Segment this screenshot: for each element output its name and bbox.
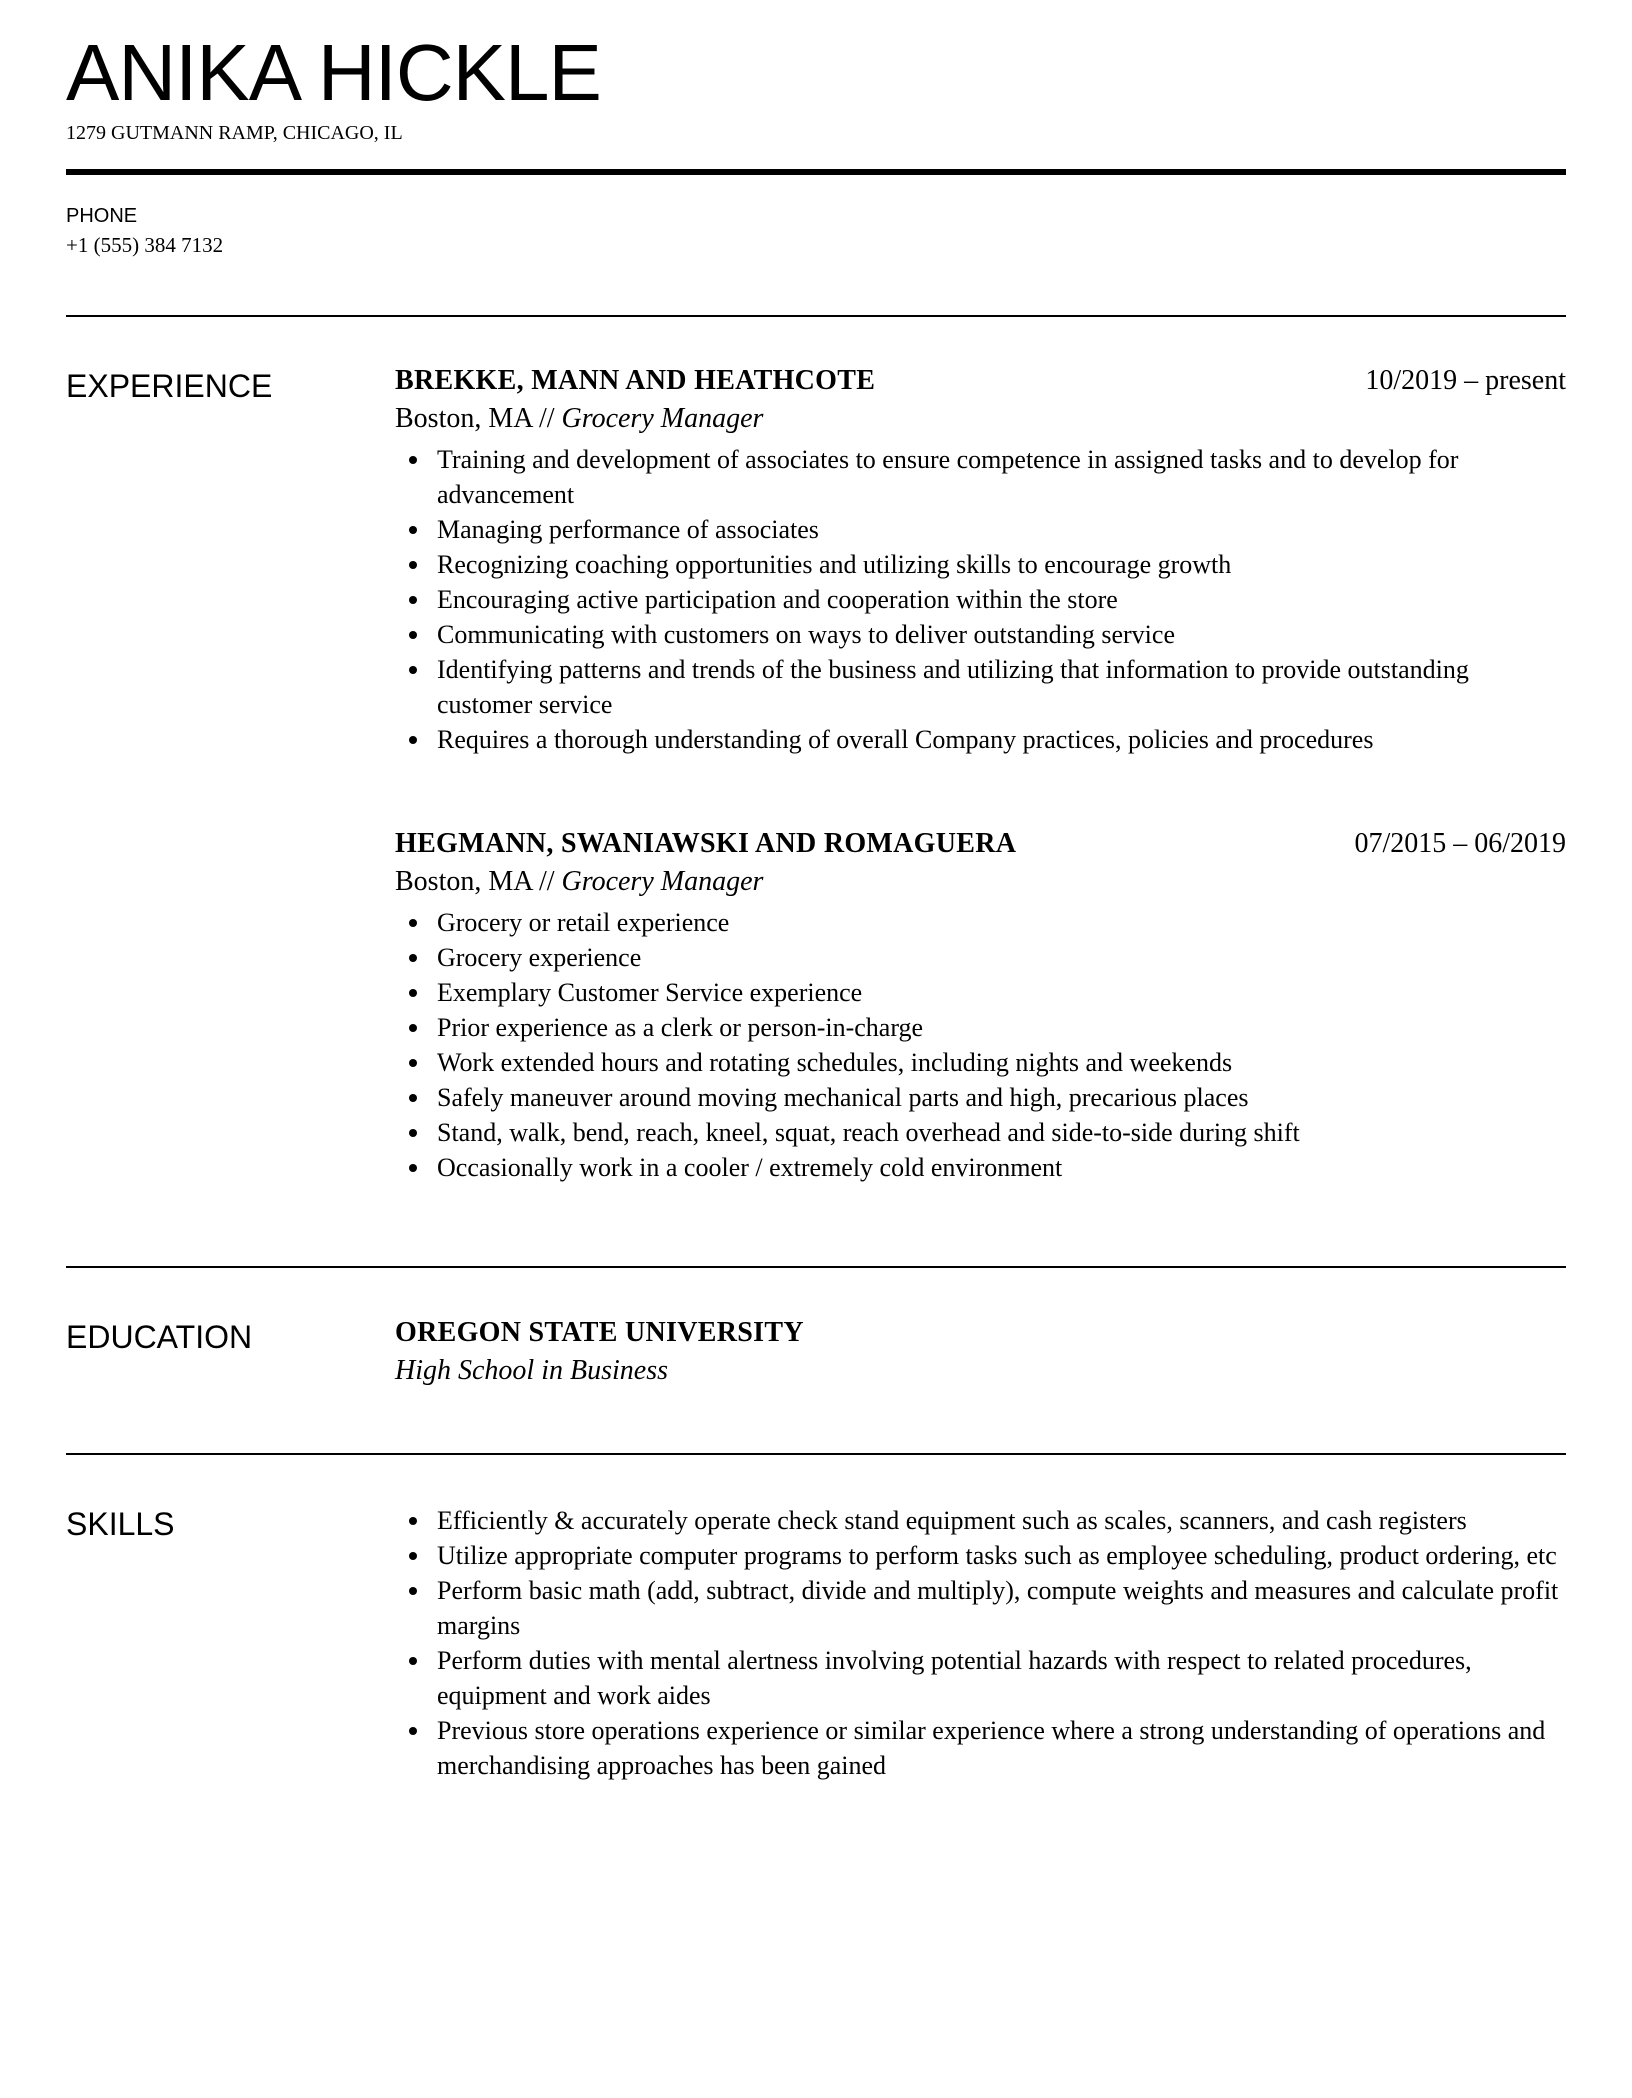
list-item-text: Stand, walk, bend, reach, kneel, squat, reach overhead and side-to-side during shift <box>437 1118 1300 1147</box>
bullet-icon <box>409 1059 417 1067</box>
bullet-icon <box>409 526 417 534</box>
list-item-text: Occasionally work in a cooler / extremely cold environment <box>437 1153 1063 1182</box>
job-title: Grocery Manager <box>561 403 764 434</box>
bullet-icon <box>409 919 417 927</box>
list-item <box>395 940 1566 975</box>
skills-heading: SKILLS <box>66 1506 175 1542</box>
list-item <box>395 1010 1566 1045</box>
header-divider <box>66 169 1566 175</box>
list-item-text: Perform basic math (add, subtract, divide and multiply), compute weights and measures and calculate profit margins <box>437 1576 1559 1640</box>
list-item-text: Previous store operations experience or similar experience where a strong understanding of operations and merchandising approaches has been gained <box>437 1716 1546 1780</box>
job-location: Boston, MA <box>395 866 532 897</box>
list-item <box>395 547 1566 582</box>
list-item-text: Grocery or retail experience <box>437 908 730 937</box>
list-item-text: Requires a thorough understanding of overall Company practices, policies and procedures <box>437 725 1374 754</box>
bullet-icon <box>409 561 417 569</box>
section-divider <box>66 315 1566 317</box>
list-item-text: Prior experience as a clerk or person-in-charge <box>437 1013 924 1042</box>
list-item <box>395 652 1566 722</box>
list-item-text: Perform duties with mental alertness involving potential hazards with respect to related procedures, equipment and work aides <box>437 1646 1472 1710</box>
job-header <box>395 825 1566 863</box>
education-heading: EDUCATION <box>66 1319 253 1355</box>
degree: High School in Business <box>395 1355 668 1386</box>
skills-entry <box>395 1503 1566 1783</box>
job-subline <box>395 400 1566 438</box>
job-location: Boston, MA <box>395 403 532 434</box>
experience-heading: EXPERIENCE <box>66 368 273 404</box>
list-item <box>395 1080 1566 1115</box>
bullet-icon <box>409 1094 417 1102</box>
job-title: Grocery Manager <box>561 866 764 897</box>
list-item-text: Safely maneuver around moving mechanical parts and high, precarious places <box>437 1083 1249 1112</box>
education-entry <box>395 1314 1566 1390</box>
list-item-text: Work extended hours and rotating schedules, including nights and weekends <box>437 1048 1233 1077</box>
candidate-address: 1279 GUTMANN RAMP, CHICAGO, IL <box>66 122 403 144</box>
job-separator: // <box>531 403 562 434</box>
list-item <box>395 722 1566 757</box>
list-item <box>395 512 1566 547</box>
bullet-icon <box>409 596 417 604</box>
list-item <box>395 1503 1566 1538</box>
job-entry <box>395 825 1566 1185</box>
bullet-icon <box>409 1517 417 1525</box>
employer-name: BREKKE, MANN AND HEATHCOTE <box>395 365 876 396</box>
list-item <box>395 1713 1566 1783</box>
section-divider <box>66 1266 1566 1268</box>
list-item-text: Communicating with customers on ways to deliver outstanding service <box>437 620 1175 649</box>
list-item-text: Encouraging active participation and cooperation within the store <box>437 585 1118 614</box>
employer-name: HEGMANN, SWANIAWSKI AND ROMAGUERA <box>395 828 1017 859</box>
list-item-text: Utilize appropriate computer programs to perform tasks such as employee scheduling, product ordering, etc <box>437 1541 1557 1570</box>
bullet-icon <box>409 631 417 639</box>
bullet-icon <box>409 1727 417 1735</box>
bullet-icon <box>409 989 417 997</box>
job-duties-list <box>395 905 1566 1185</box>
list-item <box>395 1643 1566 1713</box>
job-dates: 10/2019 – present <box>1365 365 1566 396</box>
list-item-text: Exemplary Customer Service experience <box>437 978 863 1007</box>
list-item <box>395 617 1566 652</box>
list-item <box>395 905 1566 940</box>
list-item <box>395 582 1566 617</box>
bullet-icon <box>409 1552 417 1560</box>
bullet-icon <box>409 1657 417 1665</box>
list-item-text: Grocery experience <box>437 943 642 972</box>
job-dates: 07/2015 – 06/2019 <box>1354 828 1566 859</box>
list-item <box>395 1538 1566 1573</box>
job-duties-list <box>395 442 1566 757</box>
degree-line <box>395 1352 1566 1390</box>
list-item <box>395 1150 1566 1185</box>
bullet-icon <box>409 1024 417 1032</box>
phone-value: +1 (555) 384 7132 <box>66 233 224 257</box>
section-divider <box>66 1453 1566 1455</box>
list-item-text: Training and development of associates to ensure competence in assigned tasks and to develop for advancement <box>437 445 1459 509</box>
list-item <box>395 1573 1566 1643</box>
bullet-icon <box>409 666 417 674</box>
job-subline <box>395 863 1566 901</box>
list-item <box>395 442 1566 512</box>
bullet-icon <box>409 736 417 744</box>
skills-list <box>395 1503 1566 1783</box>
bullet-icon <box>409 456 417 464</box>
list-item-text: Managing performance of associates <box>437 515 819 544</box>
bullet-icon <box>409 954 417 962</box>
candidate-name: ANIKA HICKLE <box>66 28 601 117</box>
job-header <box>395 362 1566 400</box>
list-item <box>395 1115 1566 1150</box>
bullet-icon <box>409 1587 417 1595</box>
job-separator: // <box>531 866 562 897</box>
job-entry <box>395 362 1566 757</box>
bullet-icon <box>409 1129 417 1137</box>
list-item-text: Recognizing coaching opportunities and utilizing skills to encourage growth <box>437 550 1232 579</box>
list-item <box>395 975 1566 1010</box>
bullet-icon <box>409 1164 417 1172</box>
list-item <box>395 1045 1566 1080</box>
list-item-text: Efficiently & accurately operate check stand equipment such as scales, scanners, and cash registers <box>437 1506 1467 1535</box>
phone-label: PHONE <box>66 205 138 227</box>
list-item-text: Identifying patterns and trends of the business and utilizing that information to provide outstanding customer service <box>437 655 1469 719</box>
school-name: OREGON STATE UNIVERSITY <box>395 1317 804 1348</box>
